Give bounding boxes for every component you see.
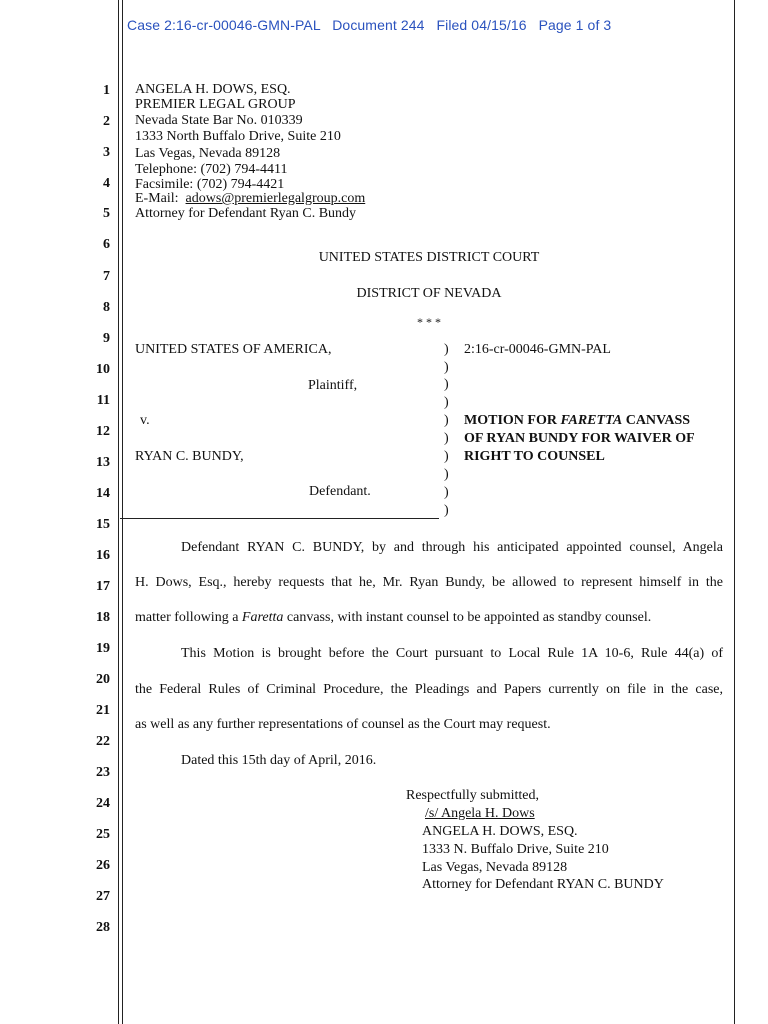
caption-paren: ) — [444, 360, 449, 375]
line-number: 20 — [96, 672, 110, 687]
body-line: This Motion is brought before the Court pursuant to Local Rule 1A 10-6, Rule 44(a) of — [181, 646, 723, 661]
filing-header — [127, 17, 611, 33]
line-number: 1 — [103, 83, 110, 98]
line-number: 27 — [96, 889, 110, 904]
signer-address-1: 1333 N. Buffalo Drive, Suite 210 — [422, 842, 609, 857]
caption-paren: ) — [444, 431, 449, 446]
left-margin-rule-outer — [118, 0, 119, 1024]
court-name: UNITED STATES DISTRICT COURT — [318, 250, 540, 265]
signer-role: Attorney for Defendant RYAN C. BUNDY — [422, 877, 664, 892]
document-number-header: Document 244 — [332, 17, 425, 33]
attorney-line: Telephone: (702) 794-4411 — [135, 162, 288, 177]
line-number: 23 — [96, 765, 110, 780]
filed-date-header: Filed 04/15/16 — [436, 17, 527, 33]
electronic-signature — [425, 806, 535, 822]
caption-paren: ) — [444, 377, 449, 392]
caption-paren: ) — [444, 395, 449, 410]
signer-address-2: Las Vegas, Nevada 89128 — [422, 860, 568, 875]
left-margin-rule-inner — [122, 0, 123, 1024]
motion-title-text: MOTION FOR — [464, 413, 561, 428]
line-number: 3 — [103, 145, 110, 160]
body-text-faretta: Faretta — [241, 610, 284, 625]
line-number: 28 — [96, 920, 110, 935]
district-name: DISTRICT OF NEVADA — [356, 286, 502, 301]
attorney-line: PREMIER LEGAL GROUP — [135, 97, 296, 112]
line-number: 12 — [96, 424, 110, 439]
caption-paren: ) — [444, 342, 449, 357]
attorney-line: Nevada State Bar No. 010339 — [135, 113, 303, 128]
plaintiff-name: UNITED STATES OF AMERICA, — [135, 342, 332, 357]
motion-title-line-2: OF RYAN BUNDY FOR WAIVER OF — [464, 431, 695, 446]
line-number: 9 — [103, 331, 110, 346]
signature-text: /s/ Angela H. Dows — [425, 806, 535, 821]
caption-rule — [120, 518, 439, 519]
motion-title-faretta: FARETTA — [560, 413, 623, 428]
line-number: 16 — [96, 548, 110, 563]
body-text: matter following a — [135, 610, 242, 625]
line-number: 14 — [96, 486, 110, 501]
defendant-name: RYAN C. BUNDY, — [135, 449, 244, 464]
line-number: 6 — [103, 237, 110, 252]
versus: v. — [140, 413, 150, 428]
line-number: 26 — [96, 858, 110, 873]
line-number: 24 — [96, 796, 110, 811]
plaintiff-role: Plaintiff, — [308, 378, 358, 393]
dated-line: Dated this 15th day of April, 2016. — [181, 753, 377, 768]
signer-name: ANGELA H. DOWS, ESQ. — [422, 824, 578, 839]
line-number: 17 — [96, 579, 110, 594]
caption-paren: ) — [444, 449, 449, 464]
line-number: 22 — [96, 734, 110, 749]
body-line: H. Dows, Esq., hereby requests that he, Mr. Ryan Bundy, be allowed to represent himself in the — [135, 575, 723, 590]
body-line — [135, 610, 651, 626]
body-text: canvass, with instant counsel to be appointed as standby counsel. — [283, 610, 652, 625]
attorney-for-line: Attorney for Defendant Ryan C. Bundy — [135, 206, 357, 221]
caption-paren: ) — [444, 485, 449, 500]
case-number-header: Case 2:16-cr-00046-GMN-PAL — [127, 17, 321, 33]
caption-paren: ) — [444, 467, 449, 482]
line-number: 13 — [96, 455, 110, 470]
line-number: 19 — [96, 641, 110, 656]
line-number: 7 — [103, 269, 110, 284]
body-line: as well as any further representations of counsel as the Court may request. — [135, 717, 551, 732]
case-number: 2:16-cr-00046-GMN-PAL — [464, 342, 611, 357]
line-number: 15 — [96, 517, 110, 532]
line-number: 10 — [96, 362, 110, 377]
attorney-line: 1333 North Buffalo Drive, Suite 210 — [135, 129, 341, 144]
attorney-line: Facsimile: (702) 794-4421 — [135, 177, 285, 192]
line-number: 18 — [96, 610, 110, 625]
motion-title-line-3: RIGHT TO COUNSEL — [464, 449, 605, 464]
email-line — [135, 191, 365, 207]
line-number: 8 — [103, 300, 110, 315]
closing: Respectfully submitted, — [406, 788, 539, 803]
body-line: the Federal Rules of Criminal Procedure, the Pleadings and Papers currently on file in the case, — [135, 682, 723, 697]
motion-title-text: CANVASS — [622, 413, 691, 428]
caption-paren: ) — [444, 413, 449, 428]
caption-paren: ) — [444, 503, 449, 518]
motion-title-line-1 — [464, 413, 690, 429]
attorney-line: Las Vegas, Nevada 89128 — [135, 146, 281, 161]
line-number: 11 — [96, 393, 110, 408]
email-link[interactable]: adows@premierlegalgroup.com — [185, 191, 366, 206]
defendant-role: Defendant. — [309, 484, 371, 499]
right-margin-rule — [734, 0, 735, 1024]
line-number: 25 — [96, 827, 110, 842]
body-line: Defendant RYAN C. BUNDY, by and through his anticipated appointed counsel, Angela — [181, 540, 723, 555]
attorney-line: ANGELA H. DOWS, ESQ. — [135, 82, 291, 97]
page-count-header: Page 1 of 3 — [538, 17, 612, 33]
email-label: E-Mail: — [135, 191, 186, 206]
line-number: 21 — [96, 703, 110, 718]
line-number: 4 — [103, 176, 110, 191]
line-number: 2 — [103, 114, 110, 129]
line-number: 5 — [103, 206, 110, 221]
section-separator-stars: * * * — [417, 315, 441, 329]
